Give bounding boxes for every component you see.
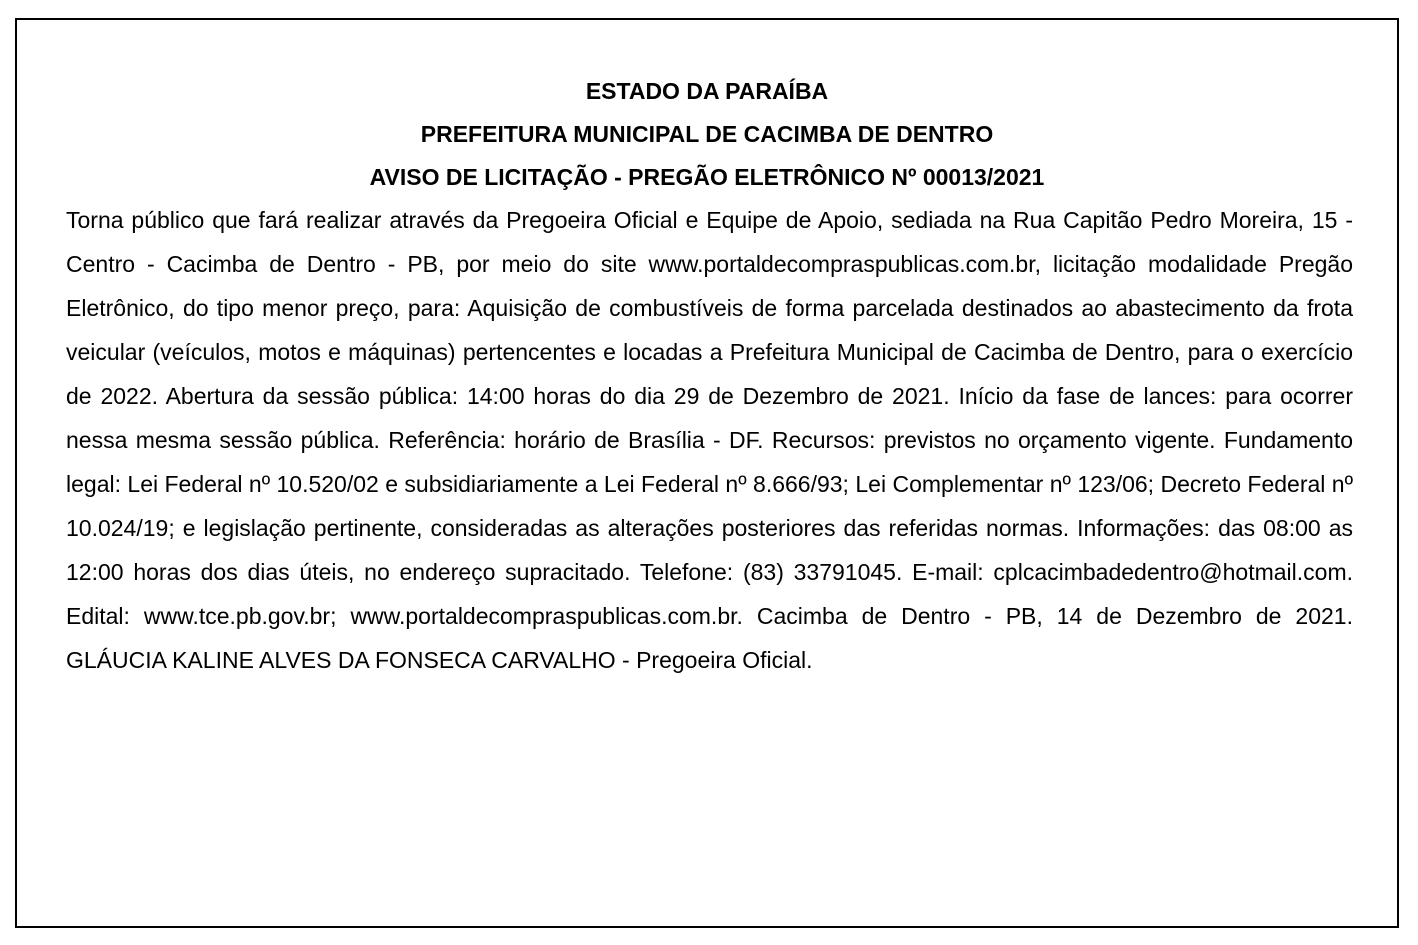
state-heading: ESTADO DA PARAÍBA bbox=[585, 78, 829, 104]
notice-frame bbox=[15, 18, 1399, 928]
notice-header bbox=[17, 70, 1397, 199]
municipality-heading: PREFEITURA MUNICIPAL DE CACIMBA DE DENTRO bbox=[420, 121, 994, 147]
notice-title: AVISO DE LICITAÇÃO - PREGÃO ELETRÔNICO Nº 00013/2021 bbox=[369, 164, 1045, 190]
notice-body-text: Torna público que fará realizar através da Pregoeira Oficial e Equipe de Apoio, sediada na Rua Capitão Pedro Moreira, 15 - Centro - Cacimba de Dentro - PB, por meio do site www.portaldecompraspublicas.com.br, licitação modalidade Pregão Eletrônico, do tipo menor preço, para: Aquisição de combustíveis de forma parcelada destinados ao abastecimento da frota veicular (veículos, motos e máquinas) pertencentes e locadas a Prefeitura Municipal de Cacimba de Dentro, para o exercício de 2022. Abertura da sessão pública: 14:00 horas do dia 29 de Dezembro de 2021. Início da fase de lances: para ocorrer nessa mesma sessão pública. Referência: horário de Brasília - DF. Recursos: previstos no orçamento vigente. Fundamento legal: Lei Federal nº 10.520/02 e subsidiariamente a Lei Federal nº 8.666/93; Lei Complementar nº 123/06; Decreto Federal nº 10.024/19; e legislação pertinente, consideradas as alterações posteriores das referidas normas. Informações: das 08:00 as 12:00 horas dos dias úteis, no endereço supracitado. Telefone: (83) 33791045. E-mail: cplcacimbadedentro@hotmail.com. Edital: www.tce.pb.gov.br; www.portaldecompraspublicas.com.br. Cacimba de Dentro - PB, 14 de Dezembro de 2021. GLÁUCIA KALINE ALVES DA FONSECA CARVALHO - Pregoeira Oficial. bbox=[66, 207, 1353, 673]
